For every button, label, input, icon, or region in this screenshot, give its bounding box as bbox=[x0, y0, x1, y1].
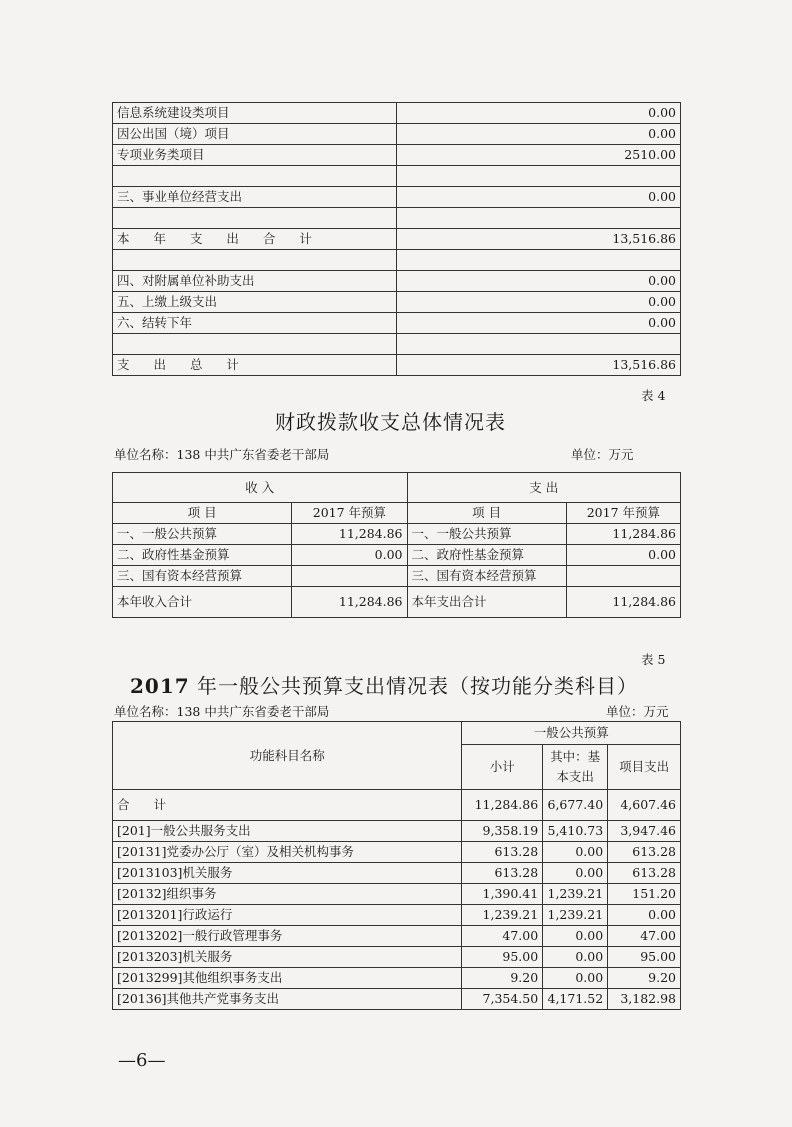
table-row bbox=[113, 292, 681, 313]
function-name: [20132]组织事务 bbox=[113, 884, 462, 905]
basic-value: 6,677.40 bbox=[543, 790, 608, 821]
row-label: 五、上缴上级支出 bbox=[113, 292, 397, 313]
project-value: 4,607.46 bbox=[608, 790, 681, 821]
table-row bbox=[113, 968, 681, 989]
project-value: 47.00 bbox=[608, 926, 681, 947]
row-label: 三、事业单位经营支出 bbox=[113, 187, 397, 208]
project-value: 613.28 bbox=[608, 842, 681, 863]
table-row bbox=[113, 166, 681, 187]
subtotal-value: 9,358.19 bbox=[462, 821, 543, 842]
expense-label: 二、政府性基金预算 bbox=[407, 545, 566, 566]
row-value: 0.00 bbox=[397, 103, 681, 124]
subtotal-value: 9.20 bbox=[462, 968, 543, 989]
function-name: [201]一般公共服务支出 bbox=[113, 821, 462, 842]
col-subtotal: 小计 bbox=[462, 745, 543, 790]
basic-value: 0.00 bbox=[543, 926, 608, 947]
row-label: 信息系统建设类项目 bbox=[113, 103, 397, 124]
table5-title bbox=[130, 670, 638, 699]
expense-label: 一、一般公共预算 bbox=[407, 524, 566, 545]
income-value: 11,284.86 bbox=[292, 524, 407, 545]
table5-title-year: 2017 bbox=[130, 674, 190, 698]
project-value: 613.28 bbox=[608, 863, 681, 884]
table-row bbox=[113, 842, 681, 863]
expense-header: 支 出 bbox=[407, 473, 681, 503]
table5-tag: 表 5 bbox=[641, 652, 666, 667]
col-project: 项目支出 bbox=[608, 745, 681, 790]
basic-value: 5,410.73 bbox=[543, 821, 608, 842]
table-row bbox=[113, 790, 681, 821]
expense-col-item: 项 目 bbox=[407, 503, 566, 524]
col-basic: 其中：基本支出 bbox=[543, 745, 608, 790]
row-value: 0.00 bbox=[397, 187, 681, 208]
function-name: [2013103]机关服务 bbox=[113, 863, 462, 884]
basic-value: 1,239.21 bbox=[543, 884, 608, 905]
expense-continuation-table bbox=[112, 102, 681, 376]
table-row bbox=[113, 355, 681, 376]
income-value bbox=[292, 566, 407, 587]
table-row bbox=[113, 524, 681, 545]
income-label: 二、政府性基金预算 bbox=[113, 545, 292, 566]
basic-value: 0.00 bbox=[543, 842, 608, 863]
page-number: —6— bbox=[118, 1050, 166, 1071]
table-row bbox=[113, 905, 681, 926]
row-value: 13,516.86 bbox=[397, 229, 681, 250]
function-name: 合 计 bbox=[113, 790, 462, 821]
table-row bbox=[113, 313, 681, 334]
row-value: 2510.00 bbox=[397, 145, 681, 166]
project-value: 95.00 bbox=[608, 947, 681, 968]
expense-label: 三、国有资本经营预算 bbox=[407, 566, 566, 587]
row-value bbox=[397, 208, 681, 229]
function-name: [2013203]机关服务 bbox=[113, 947, 462, 968]
function-name: [20136]其他共产党事务支出 bbox=[113, 989, 462, 1010]
row-label: 因公出国（境）项目 bbox=[113, 124, 397, 145]
table-row bbox=[113, 989, 681, 1010]
row-label bbox=[113, 166, 397, 187]
table-row bbox=[113, 271, 681, 292]
table-row bbox=[113, 103, 681, 124]
table-row bbox=[113, 145, 681, 166]
table4-title: 财政拨款收支总体情况表 bbox=[275, 410, 506, 434]
function-expense-table bbox=[112, 721, 681, 1010]
subtotal-value: 613.28 bbox=[462, 863, 543, 884]
table-row bbox=[113, 208, 681, 229]
basic-value: 1,239.21 bbox=[543, 905, 608, 926]
function-name: [2013299]其他组织事务支出 bbox=[113, 968, 462, 989]
table-row bbox=[113, 250, 681, 271]
table-row bbox=[113, 545, 681, 566]
expense-value: 0.00 bbox=[566, 545, 680, 566]
income-col-item: 项 目 bbox=[113, 503, 292, 524]
table-row bbox=[113, 566, 681, 587]
table5-unit: 单位：万元 bbox=[606, 704, 669, 719]
table4-unit-name: 单位名称：138 中共广东省委老干部局 bbox=[114, 447, 330, 462]
basic-value: 4,171.52 bbox=[543, 989, 608, 1010]
fiscal-appropriation-table bbox=[112, 472, 681, 618]
row-value: 0.00 bbox=[397, 124, 681, 145]
row-label: 六、结转下年 bbox=[113, 313, 397, 334]
table-row bbox=[113, 334, 681, 355]
row-value bbox=[397, 334, 681, 355]
expense-total-label: 本年支出合计 bbox=[407, 587, 566, 618]
basic-value: 0.00 bbox=[543, 947, 608, 968]
subtotal-value: 95.00 bbox=[462, 947, 543, 968]
expense-total-value: 11,284.86 bbox=[566, 587, 680, 618]
expense-col-budget: 2017 年预算 bbox=[566, 503, 680, 524]
income-label: 一、一般公共预算 bbox=[113, 524, 292, 545]
project-value: 3,182.98 bbox=[608, 989, 681, 1010]
income-label: 三、国有资本经营预算 bbox=[113, 566, 292, 587]
table-row bbox=[113, 229, 681, 250]
function-name: [20131]党委办公厅（室）及相关机构事务 bbox=[113, 842, 462, 863]
row-label bbox=[113, 208, 397, 229]
row-label bbox=[113, 334, 397, 355]
row-value: 0.00 bbox=[397, 271, 681, 292]
expense-value bbox=[566, 566, 680, 587]
row-label bbox=[113, 250, 397, 271]
row-label: 支 出 总 计 bbox=[113, 355, 397, 376]
income-col-budget: 2017 年预算 bbox=[292, 503, 407, 524]
table4-tag: 表 4 bbox=[641, 388, 666, 403]
row-label: 四、对附属单位补助支出 bbox=[113, 271, 397, 292]
row-label: 本 年 支 出 合 计 bbox=[113, 229, 397, 250]
table-row bbox=[113, 884, 681, 905]
subtotal-value: 1,239.21 bbox=[462, 905, 543, 926]
table-row bbox=[113, 821, 681, 842]
table-row bbox=[113, 926, 681, 947]
table5-title-rest: 年一般公共预算支出情况表（按功能分类科目） bbox=[189, 674, 639, 698]
table4-unit: 单位：万元 bbox=[571, 447, 634, 462]
income-total-label: 本年收入合计 bbox=[113, 587, 292, 618]
income-total-value: 11,284.86 bbox=[292, 587, 407, 618]
col-function-name: 功能科目名称 bbox=[113, 722, 462, 790]
table-row bbox=[113, 947, 681, 968]
row-value bbox=[397, 166, 681, 187]
table-row bbox=[113, 124, 681, 145]
subtotal-value: 613.28 bbox=[462, 842, 543, 863]
income-value: 0.00 bbox=[292, 545, 407, 566]
table-row bbox=[113, 863, 681, 884]
project-value: 151.20 bbox=[608, 884, 681, 905]
row-label: 专项业务类项目 bbox=[113, 145, 397, 166]
table-row bbox=[113, 187, 681, 208]
function-name: [2013202]一般行政管理事务 bbox=[113, 926, 462, 947]
subtotal-value: 7,354.50 bbox=[462, 989, 543, 1010]
project-value: 9.20 bbox=[608, 968, 681, 989]
project-value: 3,947.46 bbox=[608, 821, 681, 842]
table5-unit-name: 单位名称：138 中共广东省委老干部局 bbox=[114, 704, 330, 719]
basic-value: 0.00 bbox=[543, 968, 608, 989]
col-general-budget: 一般公共预算 bbox=[462, 722, 681, 745]
function-name: [2013201]行政运行 bbox=[113, 905, 462, 926]
row-value: 13,516.86 bbox=[397, 355, 681, 376]
project-value: 0.00 bbox=[608, 905, 681, 926]
subtotal-value: 47.00 bbox=[462, 926, 543, 947]
subtotal-value: 1,390.41 bbox=[462, 884, 543, 905]
expense-value: 11,284.86 bbox=[566, 524, 680, 545]
row-value: 0.00 bbox=[397, 292, 681, 313]
subtotal-value: 11,284.86 bbox=[462, 790, 543, 821]
row-value bbox=[397, 250, 681, 271]
row-value: 0.00 bbox=[397, 313, 681, 334]
income-header: 收 入 bbox=[113, 473, 408, 503]
basic-value: 0.00 bbox=[543, 863, 608, 884]
